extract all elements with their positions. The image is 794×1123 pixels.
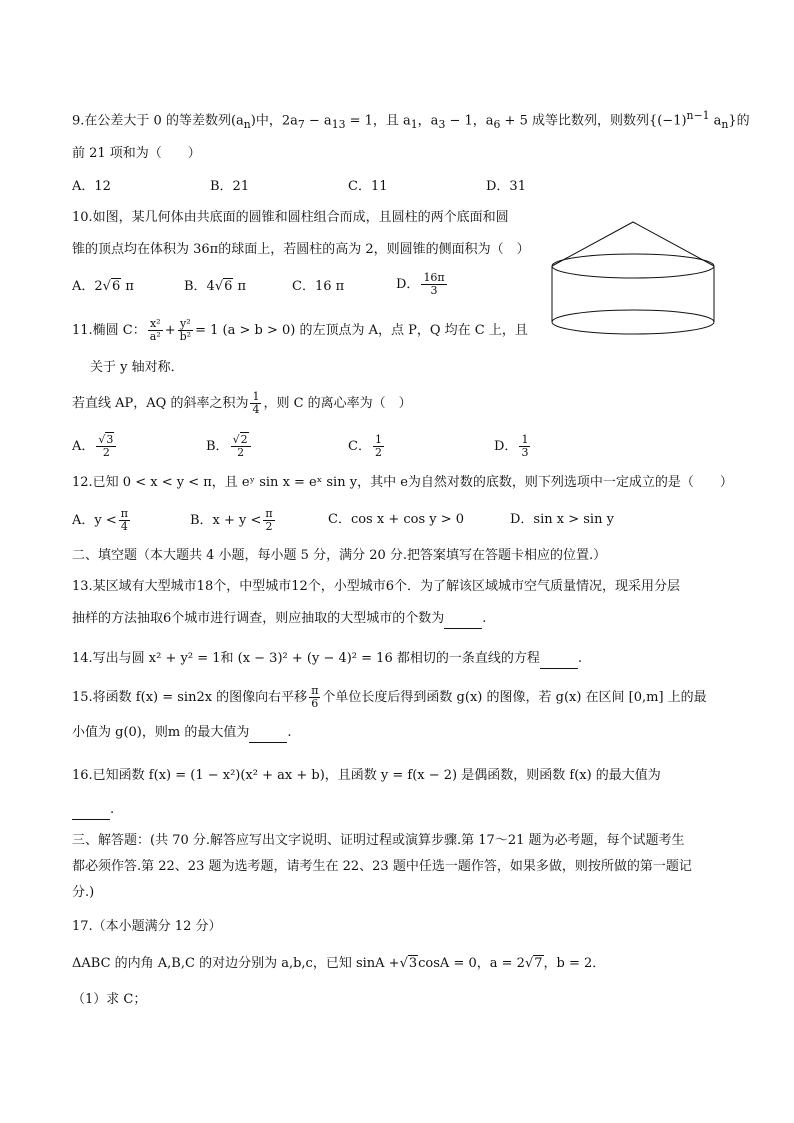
section3-line2: 都必须作答.第 22、23 题为选考题，请考生在 22、23 题中任选一题作答，如果多做，则按所做的第一题记: [72, 859, 692, 874]
q11-line3: 若直线 AP，AQ 的斜率之积为 $\frac{1}{4}$ ，则 C 的离心率为（ ）: [72, 390, 412, 416]
q12-option-a: A．y < $\frac{\pi}{4}$: [72, 507, 128, 533]
q11-line1: 11.椭圆 C： $\frac{\text{x²}}{\text{a²}}$ + $\frac{\text{y²}}{\text{b²}}$ = 1 (a > b > 0) 的左顶点为 A，点 P，Q 均在 C 上，且: [72, 317, 528, 343]
q11-option-d: D． $\frac{1}{3}$: [494, 433, 529, 459]
q11-line2: 关于 y 轴对称．: [90, 360, 184, 375]
cylinder-top-ellipse: [552, 254, 714, 278]
q12-option-b: B．x + y < $\frac{\pi}{2}$: [190, 507, 273, 533]
q10-line1: 10.如图，某几何体由共底面的圆锥和圆柱组合而成，且圆柱的两个底面和圆: [72, 210, 509, 225]
section2-heading: 二、填空题（本大题共 4 小题，每小题 5 分，满分 20 分.把答案填写在答题卡相应的位置.）: [72, 548, 607, 563]
q13-line2: 抽样的方法抽取6个城市进行调查，则应抽取的大型城市的个数为 .: [72, 609, 486, 629]
q9-option-c: C．11: [348, 179, 388, 194]
answer-blank: [444, 614, 482, 629]
q10-option-a: A．2√6 π: [72, 279, 134, 294]
q14-line: 14.写出与圆 x² + y² = 1和 (x − 3)² + (y − 4)² = 16 都相切的一条直线的方程 .: [72, 649, 582, 669]
answer-blank: [72, 805, 110, 820]
answer-blank: [540, 654, 578, 669]
q10-option-d: D． $\frac{16\pi}{3}$: [396, 271, 445, 297]
q9-line1: 9.在公差大于 0 的等差数列$(a_n)$中，$2a_7 - a_{13} = 1$，且 $a_1$，$a_3 - 1$，$a_6 + 5$ 成等比数列，则数列{$(-1)^{n-1}$ $a_n$}的: [72, 109, 750, 131]
cone-cylinder-figure: [548, 206, 718, 336]
q9-option-a: A．12: [72, 179, 111, 194]
section3-line3: 分.): [72, 885, 95, 900]
q11-option-c: C． $\frac{1}{2}$: [348, 433, 382, 459]
q11-option-a: A． $\frac{√3}{2}$: [72, 434, 118, 459]
q9-line2: 前 21 项和为（ ）: [72, 146, 201, 161]
section3-line1: 三、解答题：(共 70 分.解答应写出文字说明、证明过程或演算步骤.第 17～21 题为必考题，每个试题考生: [72, 833, 685, 848]
q9-option-d: D．31: [486, 179, 526, 194]
q9-option-b: B．21: [210, 179, 250, 194]
q16-line1: 16.已知函数 f(x) = (1 − x²)(x² + ax + b)，且函数 y = f(x − 2) 是偶函数，则函数 f(x) 的最大值为: [72, 768, 661, 783]
q12-option-c: C．cos x + cos y > 0: [328, 512, 465, 527]
q13-line1: 13.某区域有大型城市18个，中型城市12个，小型城市6个．为了解该区域城市空气质量情况，现采用分层: [72, 579, 681, 594]
q17-part1: （1）求 C；: [72, 992, 147, 1007]
answer-blank: [249, 728, 287, 743]
cylinder-bottom-ellipse: [552, 310, 714, 334]
q10-option-c: C．16 π: [292, 279, 345, 294]
q12-line1: 12.已知 0 < x < y < π，且 eʸ sin x = eˣ sin y，其中 e为自然对数的底数，则下列选项中一定成立的是（ ）: [72, 475, 733, 490]
q16-line2: .: [72, 800, 114, 820]
q15-line1: 15.将函数 f(x) = sin2x 的图像向右平移 $\frac{\pi}{6}$ 个单位长度后得到函数 g(x) 的图像，若 g(x) 在区间 [0,m] 上的最: [72, 684, 707, 710]
cone-sides: [552, 222, 714, 266]
q15-line2: 小值为 g(0)，则m 的最大值为 .: [72, 723, 291, 743]
q10-option-b: B．4√6 π: [184, 279, 247, 294]
q17-line1: ΔABC 的内角 A,B,C 的对边分别为 a,b,c，已知 sinA +√3cosA = 0，a = 2√7，b = 2．: [72, 956, 606, 971]
q11-option-b: B． $\frac{√2}{2}$: [206, 434, 253, 459]
q12-option-d: D．sin x > sin y: [510, 512, 614, 527]
q10-line2: 锥的顶点均在体积为 36π的球面上，若圆柱的高为 2，则圆锥的侧面积为（ ）: [72, 242, 530, 257]
q17-title: 17.（本小题满分 12 分）: [72, 919, 222, 934]
